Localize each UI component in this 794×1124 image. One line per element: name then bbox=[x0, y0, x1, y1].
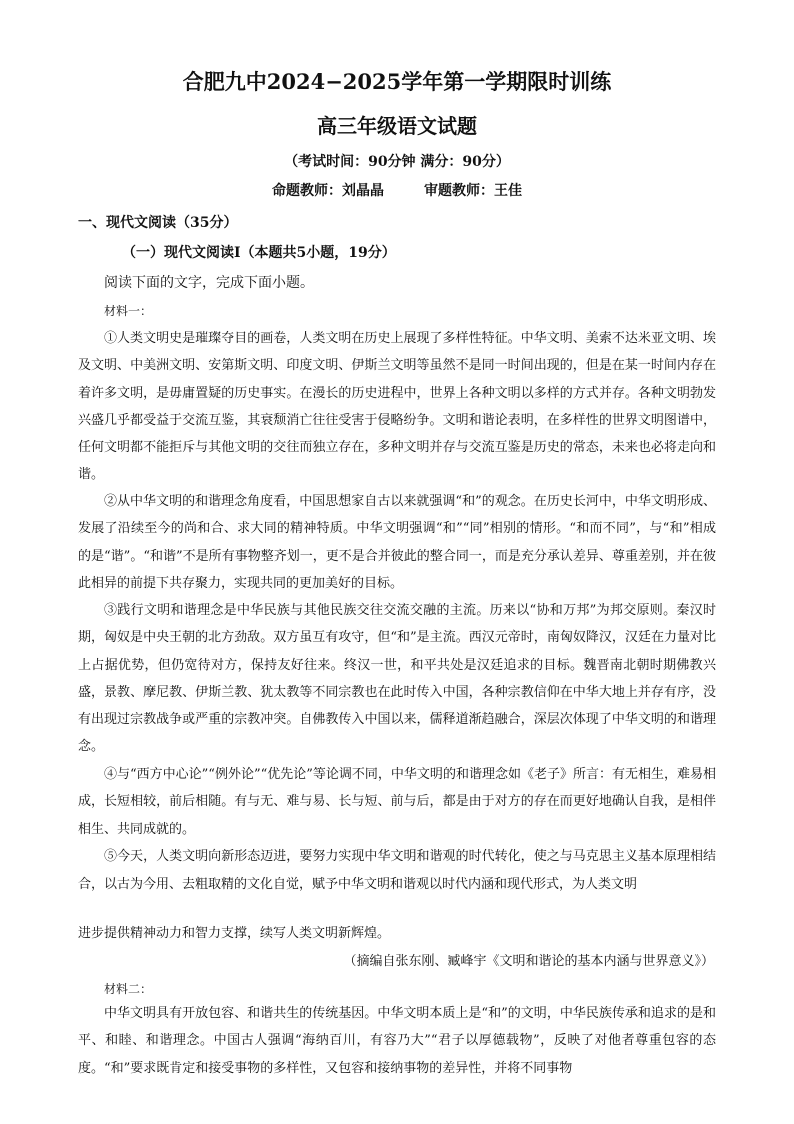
material-two-paragraph: 中华文明具有开放包容、和谐共生的传统基因。中华文明本质上是“和”的文明，中华民族传承和追求的是和平、和睦、和谐理念。中国古人强调“海纳百川，有容乃大”“君子以厚德载物”，反映了对他者尊重包容的态度。“和”要求既肯定和接受事物的多样性，又包容和接纳事物的差异性，并将不同事物 bbox=[78, 1006, 716, 1076]
material-one-paragraph-4: ④与“西方中心论”“例外论”“优先论”等论调不同，中华文明的和谐理念如《老子》所言：有无相生，难易相成，长短相较，前后相随。有与无、难与易、长与短、前与后，都是由于对方的存在而更好地确认自我，是相伴相生、共同成就的。 bbox=[78, 767, 716, 837]
material-one-paragraph-1: ①人类文明史是璀璨夺目的画卷，人类文明在历史上展现了多样性特征。中华文明、美索不达米亚文明、埃及文明、中美洲文明、安第斯文明、印度文明、伊斯兰文明等虽然不是同一时间出现的，但是在某一时间内存在着许多文明，是毋庸置疑的历史事实。在漫长的历史进程中，世界上各种文明以多样的方式并存。各种文明勃发兴盛几乎都受益于交流互鉴，其衰颓消亡往往受害于侵略纷争。文明和谐论表明，在多样性的世界文明图谱中，任何文明都不能拒斥与其他文明的交往而独立存在，多种文明并存与交流互鉴是历史的常态，未来也必将走向和谐。 bbox=[78, 331, 716, 483]
reviewer-teacher: 审题教师：王佳 bbox=[424, 183, 522, 199]
teacher-info bbox=[0, 180, 794, 200]
sub-section-heading: （一）现代文阅读Ⅰ（本题共5小题，19分） bbox=[122, 245, 396, 261]
material-one-source: （摘编自张东刚、臧峰宇《文明和谐论的基本内涵与世界意义》） bbox=[343, 954, 714, 969]
author-teacher: 命题教师：刘晶晶 bbox=[272, 183, 384, 199]
material-two-label: 材料二： bbox=[104, 982, 153, 996]
material-one-paragraph-5: ⑤今天，人类文明向新形态迈进，要努力实现中华文明和谐观的时代转化，使之与马克思主义基本原理相结合，以古为今用、去粗取精的文化自觉，赋予中华文明和谐观以时代内涵和现代形式，为人类文明 bbox=[78, 849, 716, 892]
material-one-paragraph-2: ②从中华文明的和谐理念角度看，中国思想家自古以来就强调“和”的观念。在历史长河中，中华文明形成、发展了沿续至今的尚和合、求大同的精神特质。中华文明强调“和”“同”相别的情形。“和而不同”，与“和”相成的是“谐”。“和谐”不是所有事物整齐划一，更不是合并彼此的整合同一，而是充分承认差异、尊重差别，并在彼此相异的前提下共存聚力，实现共同的更加美好的目标。 bbox=[78, 494, 716, 591]
reading-instruction: 阅读下面的文字，完成下面小题。 bbox=[104, 275, 314, 291]
exam-subtitle: 高三年级语文试题 bbox=[317, 114, 477, 138]
exam-info: （考试时间：90分钟 满分：90分） bbox=[284, 154, 510, 170]
material-one-paragraph-5-continued: 进步提供精神动力和智力支撑，续写人类文明新辉煌。 bbox=[78, 926, 391, 941]
material-one-paragraph-3: ③践行文明和谐理念是中华民族与其他民族交往交流交融的主流。历来以“协和万邦”为邦交原则。秦汉时期，匈奴是中央王朝的北方劲敌。双方虽互有攻守，但“和”是主流。西汉元帝时，南匈奴降汉，汉廷在力量对比上占据优势，但仍宽待对方，保持友好往来。终汉一世，和平共处是汉廷追求的目标。魏晋南北朝时期佛教兴盛，景教、摩尼教、伊斯兰教、犹太教等不同宗教也在此时传入中国，各种宗教信仰在中华大地上并存有序，没有出现过宗教战争或严重的宗教冲突。自佛教传入中国以来，儒释道渐趋融合，深层次体现了中华文明的和谐理念。 bbox=[78, 603, 716, 755]
exam-title: 合肥九中2024−2025学年第一学期限时训练 bbox=[182, 69, 612, 94]
section-heading: 一、现代文阅读（35分） bbox=[78, 215, 238, 231]
material-one-label: 材料一： bbox=[104, 304, 153, 318]
